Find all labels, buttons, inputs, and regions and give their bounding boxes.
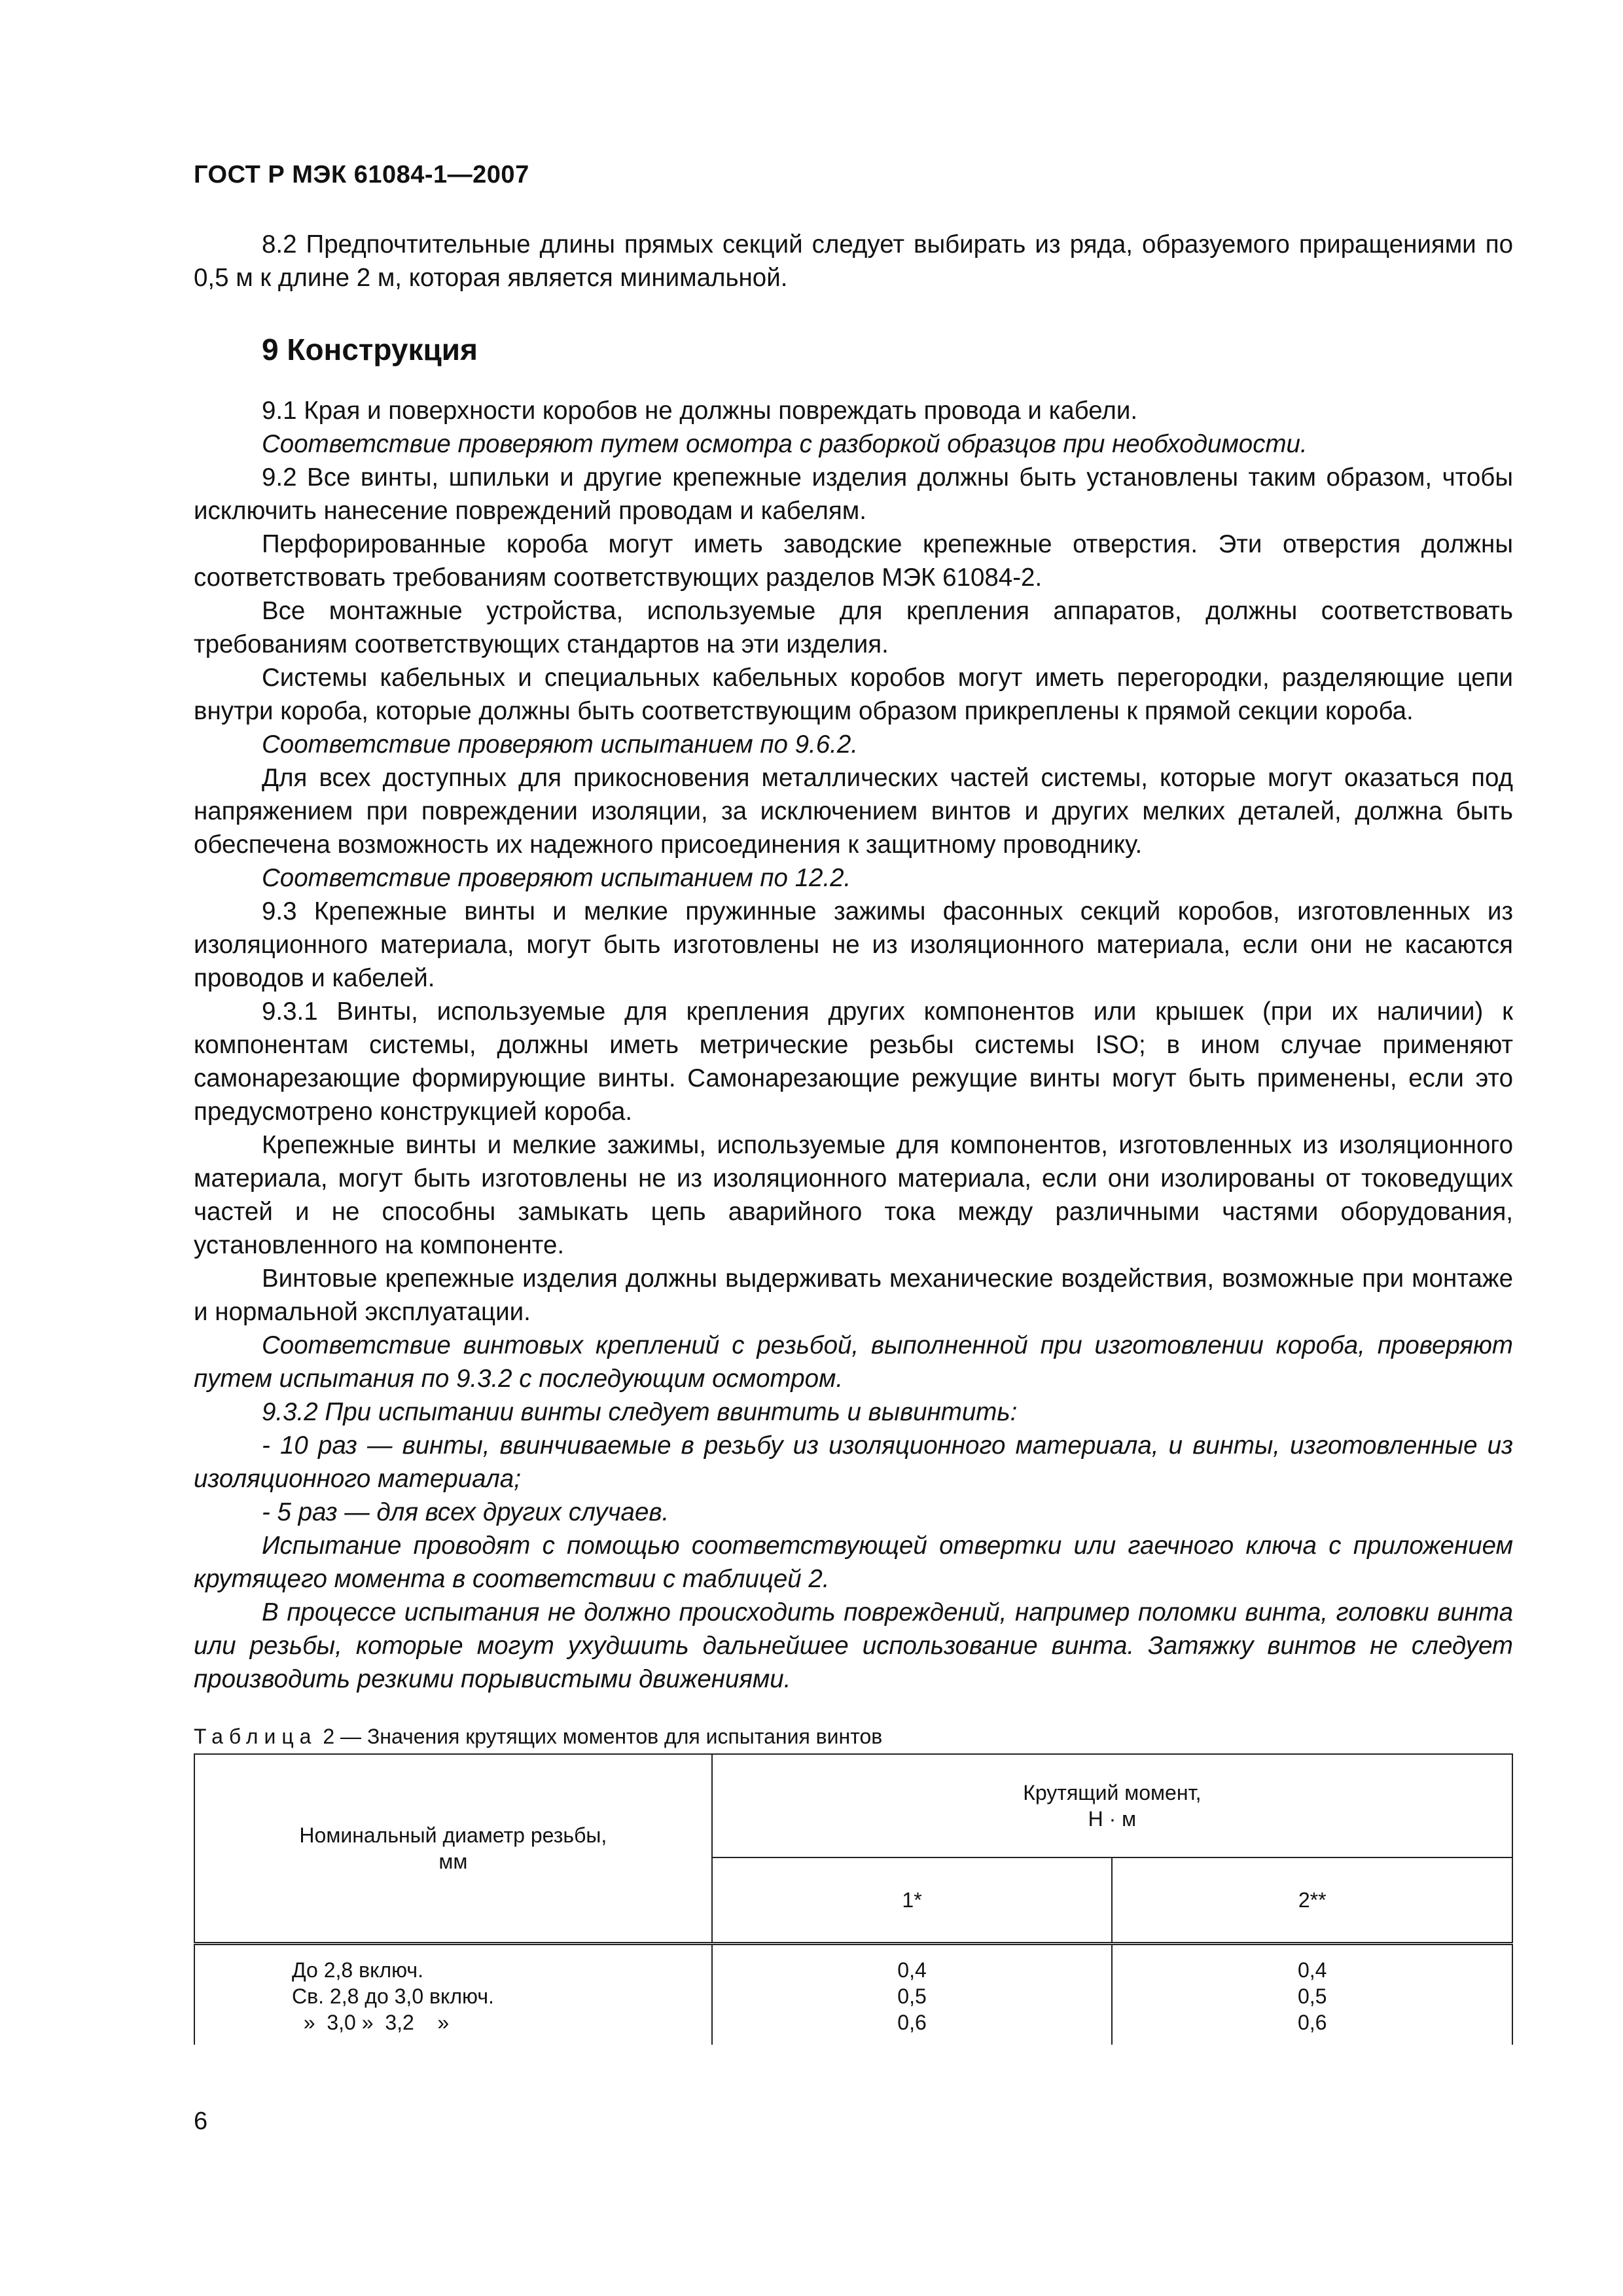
table-cell-torque: 0,6 <box>1297 2011 1327 2034</box>
diameter-header-line1: Номинальный диаметр резьбы, <box>299 1823 607 1847</box>
compliance-note: Соответствие проверяют испытанием по 9.6.2. <box>262 730 858 759</box>
torque-subheader-2: 2** <box>1112 1857 1512 1944</box>
paragraph: Перфорированные короба могут иметь заводские крепежные отверстия. Эти отверстия должны соответствовать требованиям соответствующих разделов МЭК 61084-2. <box>194 530 1513 592</box>
table-caption <box>194 1722 1513 1751</box>
compliance-note: Соответствие винтовых креплений с резьбой, выполненной при изготовлении короба, проверяют путем испытания по 9.3.2 с последующим осмотром. <box>194 1331 1513 1393</box>
torque-2-column <box>1112 1944 1512 2045</box>
torque-1-column <box>712 1944 1113 2045</box>
torque-header-line2: Н · м <box>1088 1806 1137 1831</box>
list-item: - 10 раз — винты, ввинчиваемые в резьбу из изоляционного материала, и винты, изготовленные из изоляционного материала; <box>194 1431 1513 1493</box>
table-cell-torque: 0,4 <box>897 1958 927 1982</box>
paragraph-8-2: 8.2 Предпочтительные длины прямых секций следует выбирать из ряда, образуемого приращениями по 0,5 м к длине 2 м, которая является минимальной. <box>194 230 1513 292</box>
paragraph: Системы кабельных и специальных кабельных коробов могут иметь перегородки, разделяющие цепи внутри короба, которые должны быть соответствующим образом прикреплены к прямой секции короба. <box>194 664 1513 725</box>
torque-subheader-1: 1* <box>712 1857 1113 1944</box>
paragraph: Все монтажные устройства, используемые для крепления аппаратов, должны соответствовать требованиям соответствующих стандартов на эти изделия. <box>194 597 1513 658</box>
table-caption-text: 2 — Значения крутящих моментов для испытания винтов <box>323 1725 883 1748</box>
table-cell-torque: 0,5 <box>897 1984 927 2008</box>
table-cell-diameter: До 2,8 включ. <box>292 1958 423 1982</box>
paragraph: 9.1 Края и поверхности коробов не должны повреждать провода и кабели. <box>262 397 1138 425</box>
table-cell-torque: 0,6 <box>897 2011 927 2034</box>
table-cell-diameter: » 3,0 » 3,2 » <box>292 2011 450 2034</box>
torque-header-line1: Крутящий момент, <box>1023 1780 1202 1804</box>
table-caption-label: Таблица <box>194 1725 317 1748</box>
diameter-header-line2: мм <box>438 1850 468 1873</box>
test-paragraph: 9.3.2 При испытании винты следует ввинтить и вывинтить: <box>262 1398 1018 1426</box>
torque-table <box>194 1753 1513 2045</box>
table-cell-torque: 0,4 <box>1297 1958 1327 1982</box>
document-body <box>194 228 1513 2045</box>
diameter-column <box>194 1944 712 2045</box>
paragraph: 9.3.1 Винты, используемые для крепления других компонентов или крышек (при их наличии) к компонентам системы, должны иметь метрические резьбы системы ISO; в ином случае применяют самонарезающие формирующие винты. Самонарезающие режущие винты могут быть применены, если это предусмотрено конструкцией короба. <box>194 997 1513 1126</box>
table-cell-torque: 0,5 <box>1297 1984 1327 2008</box>
paragraph: 9.3 Крепежные винты и мелкие пружинные зажимы фасонных секций коробов, изготовленных из изоляционного материала, могут быть изготовлены не из изоляционного материала, если они не касаются проводов и кабелей. <box>194 897 1513 992</box>
list-item: - 5 раз — для всех других случаев. <box>262 1498 669 1526</box>
torque-group-header <box>712 1754 1512 1857</box>
paragraph: Для всех доступных для прикосновения металлических частей системы, которые могут оказаться под напряжением при повреждении изоляции, за исключением винтов и других мелких деталей, должна быть обеспечена возможность их надежного присоединения к защитному проводнику. <box>194 764 1513 859</box>
compliance-note: Соответствие проверяют путем осмотра с разборкой образцов при необходимости. <box>262 430 1308 458</box>
paragraph: Винтовые крепежные изделия должны выдерживать механические воздействия, возможные при монтаже и нормальной эксплуатации. <box>194 1265 1513 1326</box>
paragraph: Крепежные винты и мелкие зажимы, используемые для компонентов, изготовленных из изоляционного материала, могут быть изготовлены не из изоляционного материала, если они изолированы от токоведущих частей и не способны замыкать цепь аварийного тока между различными частями оборудования, установленного на компоненте. <box>194 1131 1513 1259</box>
page-number: 6 <box>194 2108 208 2135</box>
paragraph: 9.2 Все винты, шпильки и другие крепежные изделия должны быть установлены таким образом, чтобы исключить нанесение повреждений проводам и кабелям. <box>194 463 1513 525</box>
test-paragraph: В процессе испытания не должно происходить повреждений, например поломки винта, головки винта или резьбы, которые могут ухудшить дальнейшее использование винта. Затяжку винтов не следует производить резкими порывистыми движениями. <box>194 1598 1513 1693</box>
section-heading: 9 Конструкция <box>262 332 478 367</box>
table-cell-diameter: Св. 2,8 до 3,0 включ. <box>292 1984 494 2008</box>
compliance-note: Соответствие проверяют испытанием по 12.2. <box>262 864 851 892</box>
diameter-header <box>194 1754 712 1944</box>
test-paragraph: Испытание проводят с помощью соответствующей отвертки или гаечного ключа с приложением крутящего момента в соответствии с таблицей 2. <box>194 1532 1513 1593</box>
document-header: ГОСТ Р МЭК 61084-1—2007 <box>194 161 529 188</box>
